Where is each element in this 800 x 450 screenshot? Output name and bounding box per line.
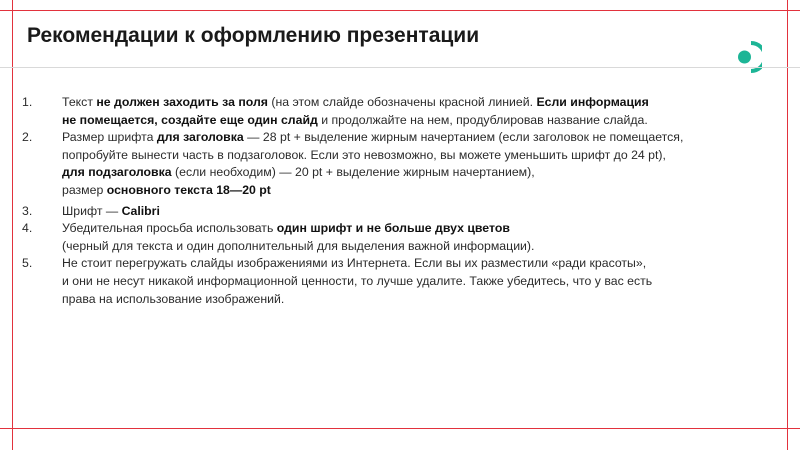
text-run: попробуйте вынести часть в подзаголовок. Если это невозможно, вы можете уменьшить шрифт до 24 pt), (62, 147, 666, 162)
bold-run: для подзаголовка (62, 165, 172, 180)
item-line (62, 164, 800, 182)
list-number: 5. (22, 256, 33, 271)
text-run: (если необходим) — 20 pt + выделение жирным начертанием), (171, 165, 535, 180)
bold-run: для заголовка (156, 130, 244, 145)
item-line (62, 255, 800, 273)
list-item (16, 255, 800, 308)
title-divider (0, 67, 800, 68)
text-run: (на этом слайде обозначены красной линией. (267, 95, 537, 109)
text-run: Текст (62, 95, 97, 109)
text-run: (черный для текста и один дополнительный для выделения важной информации). (62, 238, 535, 253)
text-run: Размер шрифта (62, 130, 157, 145)
item-line (62, 129, 800, 147)
item-line (62, 238, 800, 256)
guide-line-bottom (0, 428, 800, 429)
text-run: Шрифт — (62, 203, 122, 218)
item-line (62, 147, 800, 165)
text-run: размер (62, 182, 107, 197)
text-run: Не стоит перегружать слайды изображениями из Интернета. Если вы их разместили «ради красоты», (62, 256, 647, 271)
list-item (16, 220, 800, 255)
text-run: — 28 pt + выделение жирным начертанием (если заголовок не помещается, (243, 130, 684, 145)
list-item (16, 129, 800, 199)
recommendations-list (16, 94, 800, 308)
item-line (62, 291, 800, 309)
slide-title: Рекомендации к оформлению презентации (27, 24, 480, 47)
text-run: Убедительная просьба использовать (62, 221, 277, 236)
list-number: 4. (22, 221, 33, 236)
text-run: и они не несут никакой информационной ценности, то лучше удалите. Также убедитесь, что у вас есть (62, 273, 653, 288)
text-run: и продолжайте на нем, продублировав название слайда. (317, 112, 648, 127)
item-line (62, 273, 800, 291)
text-run: права на использование изображений. (62, 291, 285, 306)
item-line (62, 182, 800, 200)
item-line (62, 220, 800, 238)
list-number: 3. (22, 203, 33, 218)
bold-run: основного текста 18—20 pt (106, 182, 271, 197)
bold-run: один шрифт и не больше двух цветов (276, 221, 510, 236)
list-item (16, 203, 800, 221)
list-item (16, 94, 800, 129)
bold-run: не должен заходить за поля (96, 95, 268, 109)
item-line (62, 94, 800, 112)
bold-run: не помещается, создайте еще один слайд (62, 112, 318, 127)
bold-run: Calibri (121, 203, 160, 218)
green-dot-and-arc-icon (738, 40, 762, 74)
item-line (62, 112, 800, 130)
item-line (62, 203, 800, 221)
bold-run: Если информация (536, 95, 649, 109)
list-number: 2. (22, 130, 33, 145)
list-number: 1. (22, 95, 33, 109)
guide-line-top (0, 10, 800, 11)
